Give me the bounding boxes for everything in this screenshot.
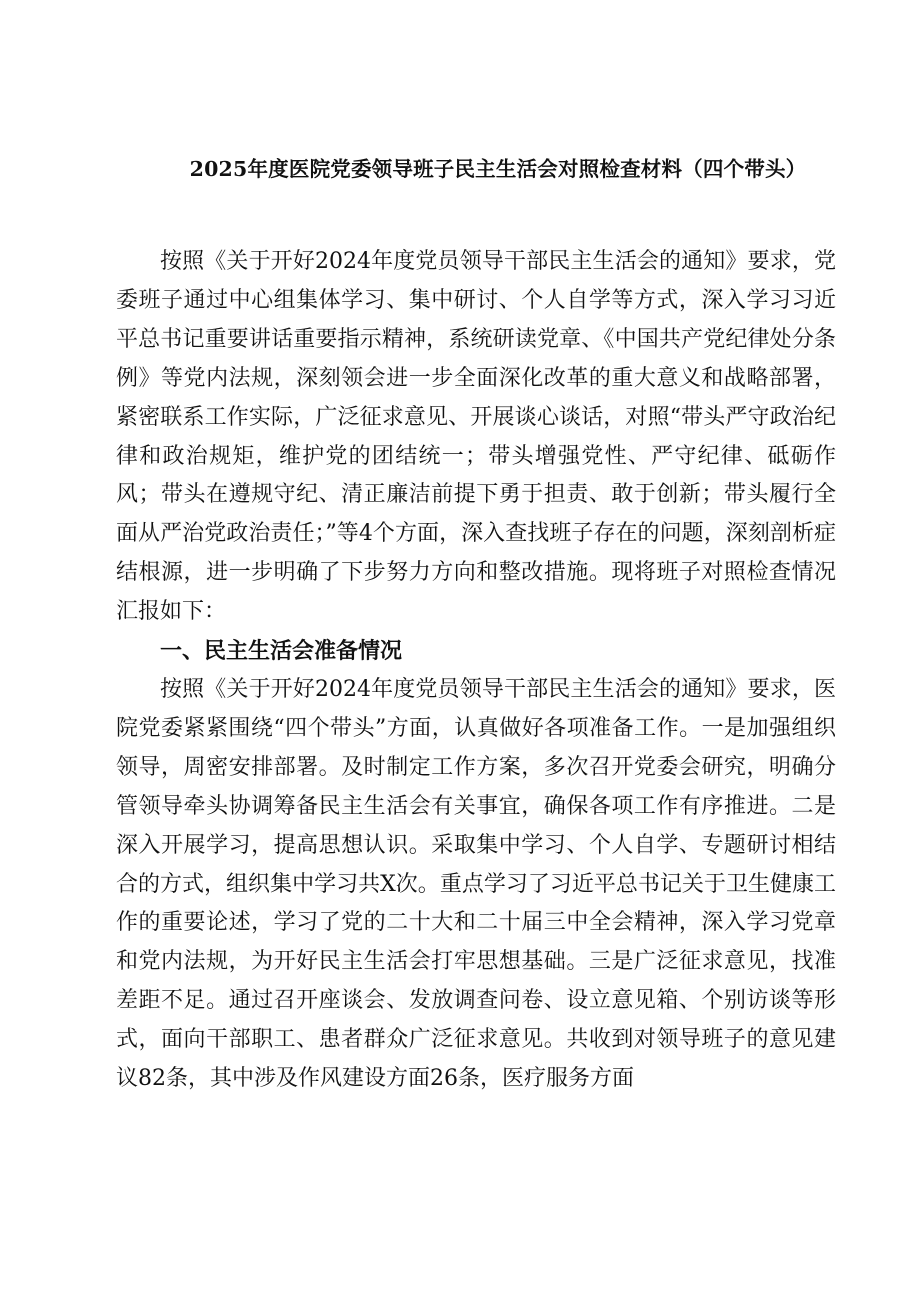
document-title: 2025年度医院党委领导班子民主生活会对照检查材料（四个带头） [189,157,807,181]
section-heading-preparation: 一、民主生活会准备情况 [160,638,403,665]
document-body [116,243,836,1099]
preparation-paragraph: 按照《关于开好2024年度党员领导干部民主生活会的通知》要求，医院党委紧紧围绕“四个带头”方面，认真做好各项准备工作。一是加强组织领导，周密安排部署。及时制定工作方案，多次召开党委会研究，明确分管领导牵头协调筹备民主生活会有关事宜，确保各项工作有序推进。二是深入开展学习，提高思想认识。采取集中学习、个人自学、专题研讨相结合的方式，组织集中学习共X次。重点学习了习近平总书记关于卫生健康工作的重要论述，学习了党的二十大和二十届三中全会精神，深入学习党章和党内法规，为开好民主生活会打牢思想基础。三是广泛征求意见，找准差距不足。通过召开座谈会、发放调查问卷、设立意见箱、个别访谈等形式，面向干部职工、患者群众广泛征求意见。共收到对领导班子的意见建议82条，其中涉及作风建设方面26条，医疗服务方面 [116,676,836,1092]
intro-paragraph: 按照《关于开好2024年度党员领导干部民主生活会的通知》要求，党委班子通过中心组集体学习、集中研讨、个人自学等方式，深入学习习近平总书记重要讲话重要指示精神，系统研读党章、《中国共产党纪律处分条例》等党内法规，深刻领会进一步全面深化改革的重大意义和战略部署，紧密联系工作实际，广泛征求意见、开展谈心谈话，对照“带头严守政治纪律和政治规矩，维护党的团结统一；带头增强党性、严守纪律、砥砺作风；带头在遵规守纪、清正廉洁前提下勇于担责、敢于创新；带头履行全面从严治党政治责任；”等4个方面，深入查找班子存在的问题，深刻剖析症结根源，进一步明确了下步努力方向和整改措施。现将班子对照检查情况汇报如下： [116,249,836,625]
